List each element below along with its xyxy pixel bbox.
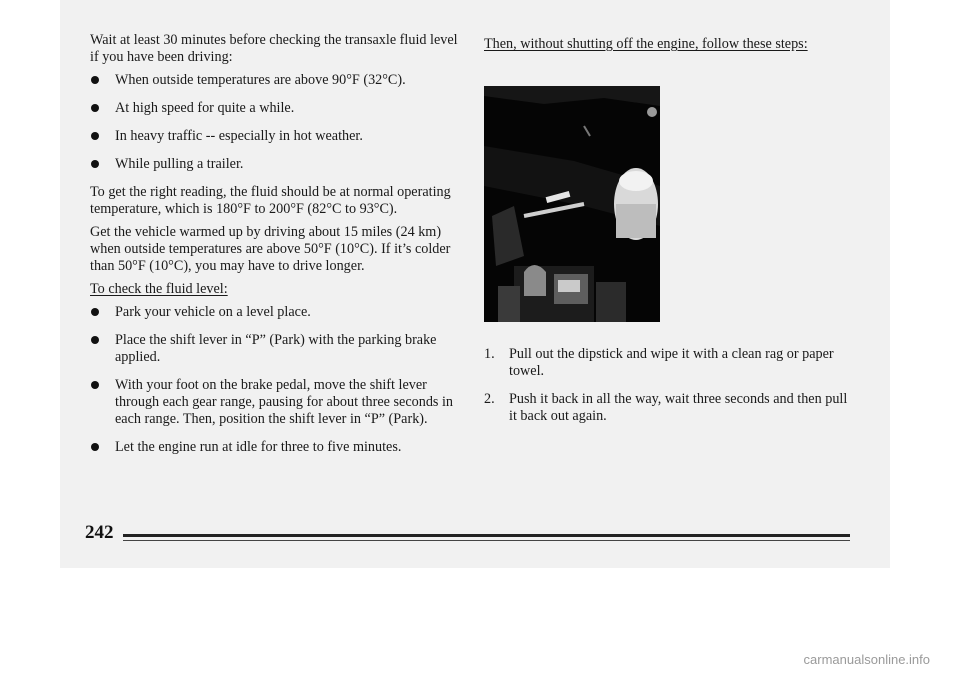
- list-item: In heavy traffic -- especially in hot weather.: [90, 128, 460, 145]
- steps-block: [484, 346, 854, 436]
- page-number: 242: [85, 522, 114, 543]
- dipstick-steps-list: [484, 346, 854, 425]
- watermark-label: carmanualsonline.info: [803, 652, 930, 667]
- list-item: When outside temperatures are above 90°F (32°C).: [90, 72, 460, 89]
- list-item: Park your vehicle on a level place.: [90, 304, 460, 321]
- conditions-list: [90, 72, 460, 173]
- watermark-text: [0, 652, 960, 667]
- right-column: [484, 36, 854, 59]
- footer-rule: [123, 534, 850, 537]
- list-item: With your foot on the brake pedal, move the shift lever through each gear range, pausing for about three seconds in each range. Then, position the shift lever in “P” (Park).: [90, 377, 460, 428]
- list-item: Place the shift lever in “P” (Park) with the parking brake applied.: [90, 332, 460, 366]
- list-item: At high speed for quite a while.: [90, 100, 460, 117]
- step-number: 1.: [484, 346, 495, 362]
- list-item: [484, 346, 854, 380]
- left-column: [90, 32, 460, 467]
- temperature-paragraph: To get the right reading, the fluid should be at normal operating temperature, which is 180°F to 200°F (82°C to 93°C).: [90, 184, 451, 217]
- step-text: Push it back in all the way, wait three seconds and then pull it back out again.: [509, 391, 848, 424]
- engine-compartment-photo: [484, 86, 660, 322]
- list-item: While pulling a trailer.: [90, 156, 460, 173]
- footer-rule-thin: [123, 540, 850, 541]
- check-steps-list: [90, 304, 460, 456]
- steps-heading: Then, without shutting off the engine, follow these steps:: [484, 36, 808, 52]
- step-text: Pull out the dipstick and wipe it with a clean rag or paper towel.: [509, 346, 834, 379]
- engine-photo-graphic: [484, 86, 660, 322]
- list-item: Let the engine run at idle for three to five minutes.: [90, 439, 460, 456]
- step-number: 2.: [484, 391, 495, 407]
- check-heading: To check the fluid level:: [90, 281, 228, 297]
- list-item: [484, 391, 854, 425]
- warmup-paragraph: Get the vehicle warmed up by driving about 15 miles (24 km) when outside temperatures are above 50°F (10°C). If it’s colder than 50°F (10°C), you may have to drive longer.: [90, 224, 451, 274]
- intro-paragraph: Wait at least 30 minutes before checking the transaxle fluid level if you have been driving:: [90, 32, 458, 65]
